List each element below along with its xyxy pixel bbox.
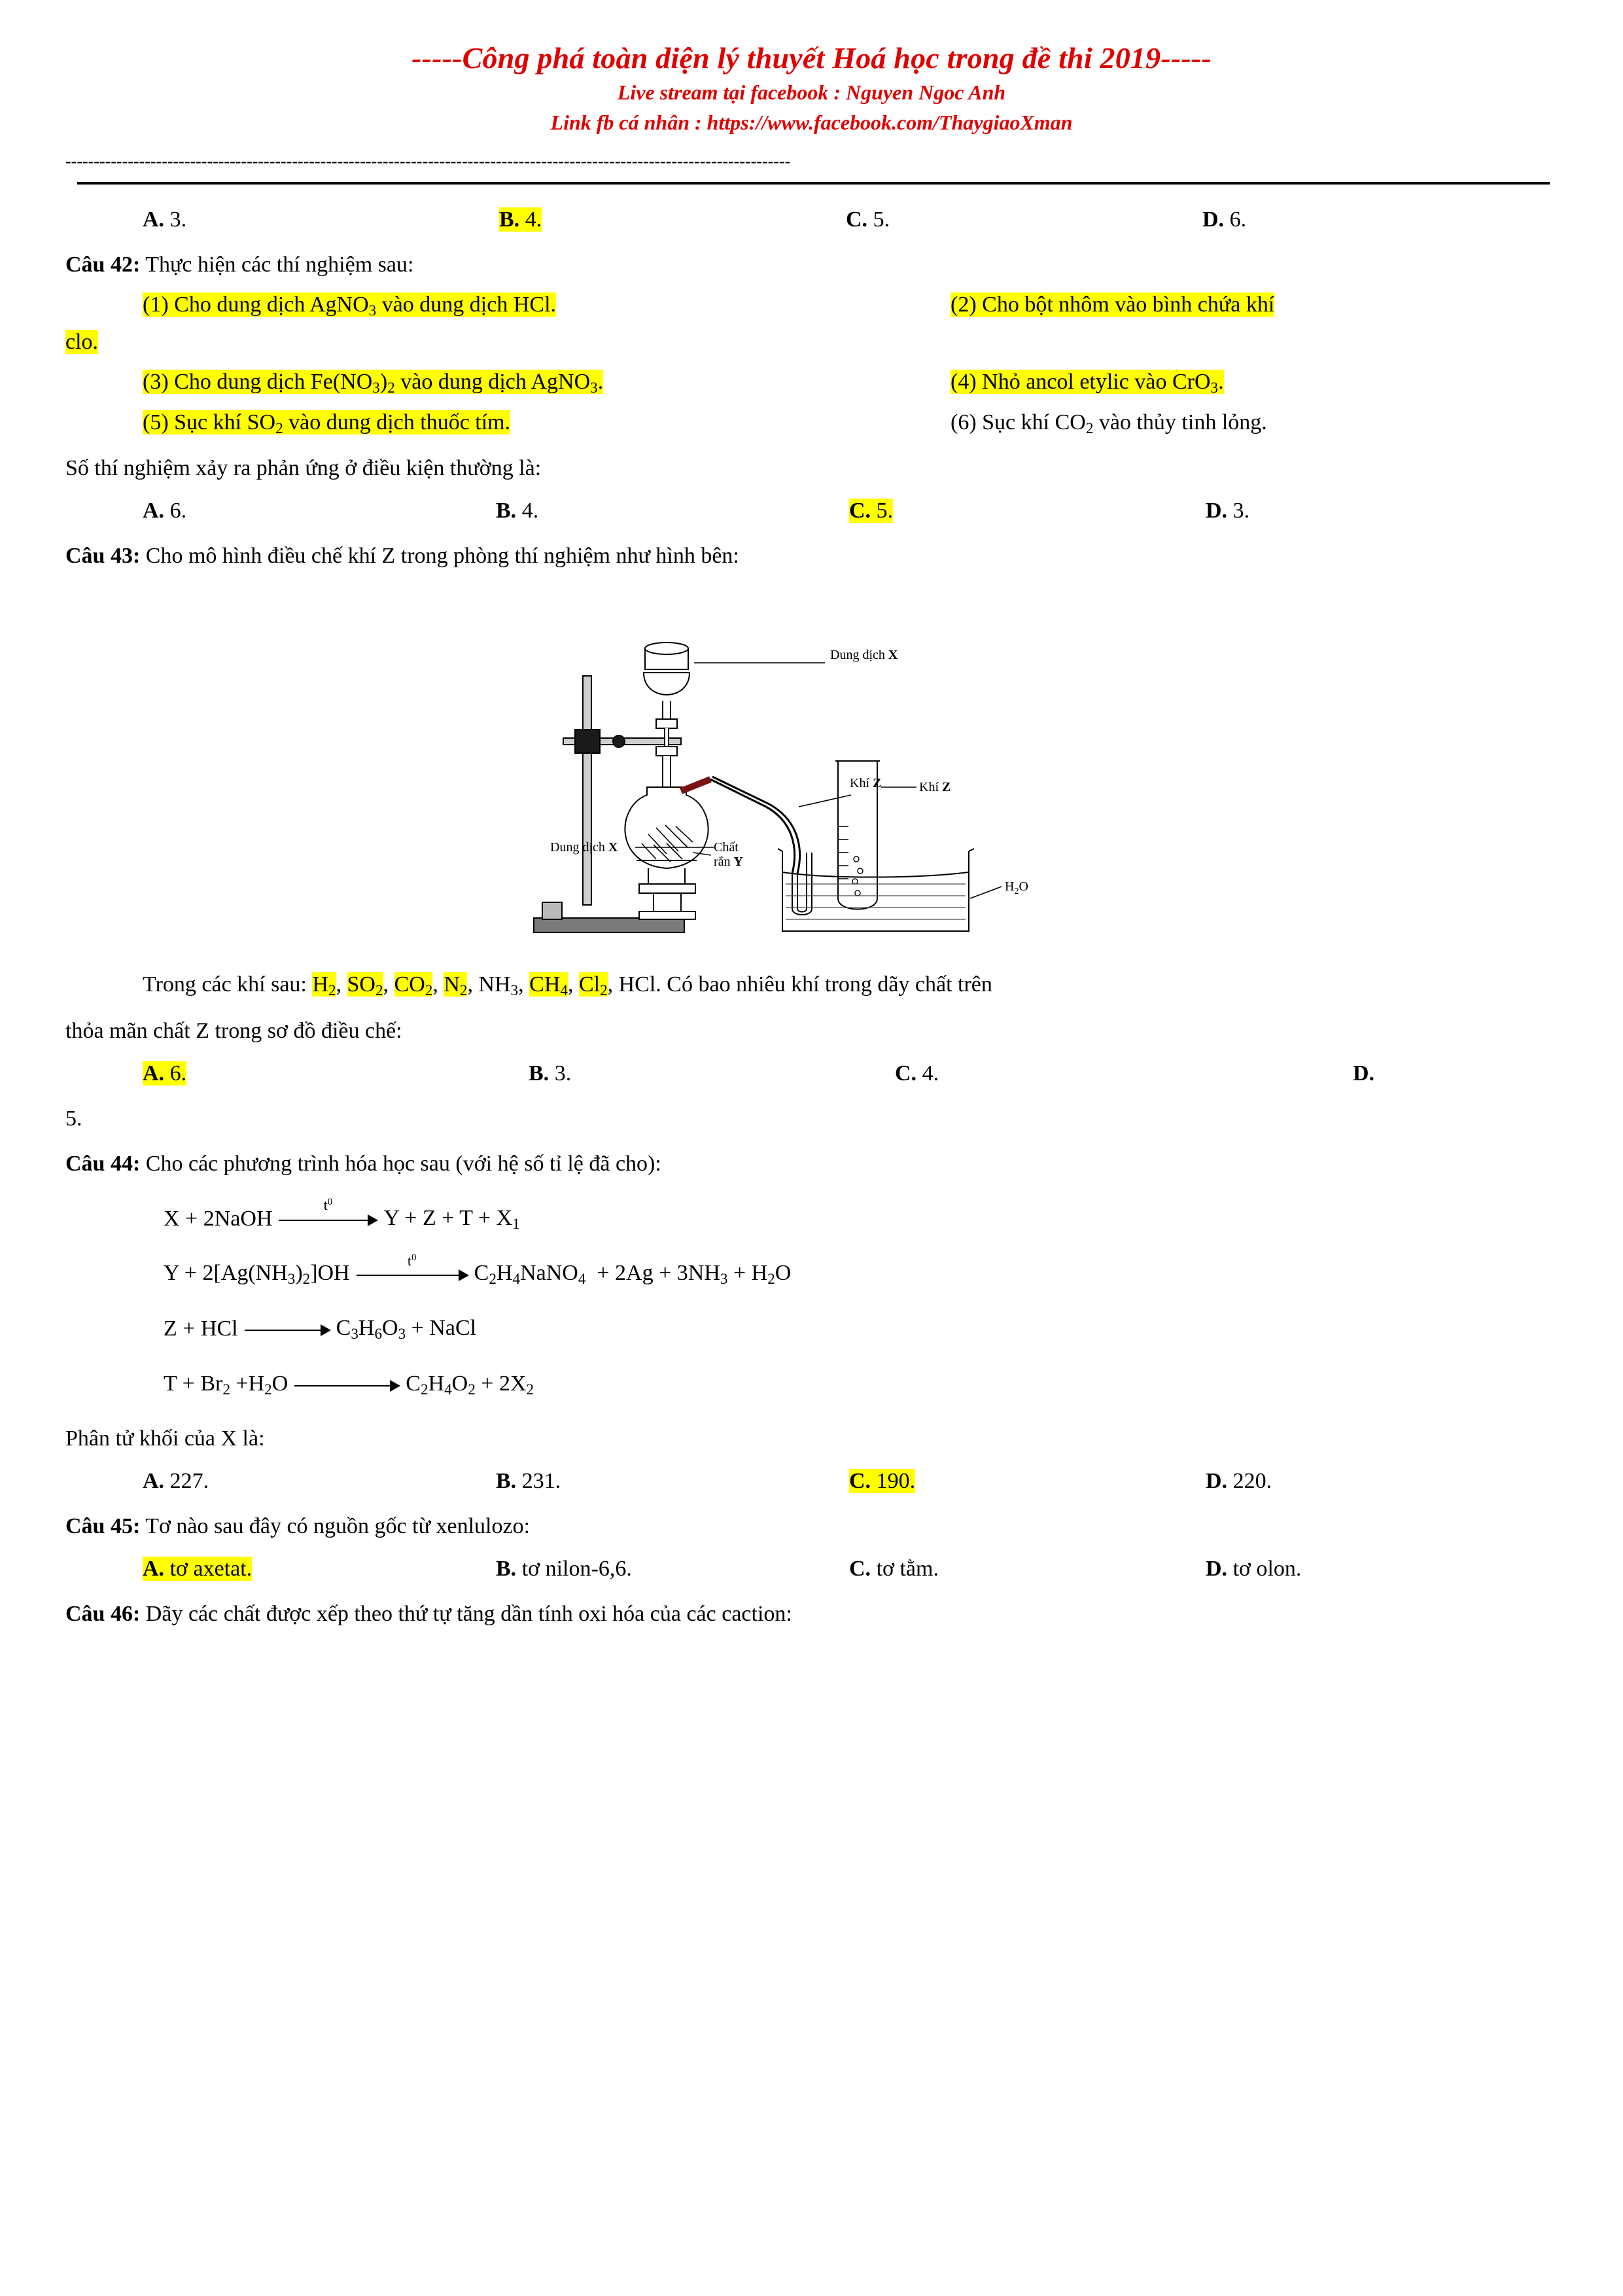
q45-option-c-text: tơ tằm. <box>876 1557 939 1581</box>
q43-option-d-letter: D. <box>1353 1061 1375 1086</box>
q42-stem <box>65 247 1558 283</box>
q43-question-wrap: thỏa mãn chất Z trong sơ đồ điều chế: <box>65 1018 402 1043</box>
q41-options-row <box>65 202 1558 238</box>
q41-option-d-text: 6. <box>1229 207 1247 232</box>
q42-option-a-letter: A. <box>143 499 165 523</box>
header-rule <box>77 182 1550 185</box>
q41-option-d-letter: D. <box>1202 207 1225 232</box>
q45-option-b-text: tơ nilon-6,6. <box>521 1557 632 1581</box>
q42-option-d <box>1206 493 1249 529</box>
q42-item-5: (5) Sục khí $SO_2$ vào dung dịch thuốc tím. <box>143 410 511 437</box>
q45-options-row <box>65 1551 1558 1587</box>
figure-label-khi-z-right: Khí Z <box>918 780 951 795</box>
q43-option-d-text-wrap: 5. <box>65 1106 82 1131</box>
q41-option-b-letter: B. <box>499 207 520 232</box>
q42-item-4: (4) Nhỏ ancol etylic vào CrO$_3$. <box>951 369 1224 397</box>
q44-eq4-right: $C_2H_4O_2 + 2X_2$ <box>406 1371 534 1398</box>
q41-option-c <box>846 202 1202 238</box>
q44-eq4-left: $T + Br_2 +H_2O$ <box>164 1371 288 1398</box>
q44-equation-4 <box>164 1366 1558 1402</box>
q43-option-c-letter: C. <box>895 1061 917 1086</box>
q42-option-a <box>143 493 496 529</box>
q42-options-row <box>65 493 1558 529</box>
figure-label-chat-ran-y-2: rắn Y <box>713 855 743 870</box>
q42-option-b-text: 4. <box>521 499 539 523</box>
header-facebook-link: Link fb cá nhân : https://www.facebook.com/ThaygiaoXman <box>550 110 1073 134</box>
q46-stem <box>65 1596 1558 1632</box>
q45-option-a <box>143 1551 496 1587</box>
q42-question: Số thí nghiệm xảy ra phản ứng ở điều kiện thường là: <box>65 456 542 481</box>
q44-options-row <box>65 1463 1558 1499</box>
q45-option-a-text: tơ axetat. <box>169 1557 253 1581</box>
q42-option-d-text: 3. <box>1232 499 1250 523</box>
q43-option-b-letter: B. <box>529 1061 550 1086</box>
header-livestream-line: Live stream tại facebook : Nguyen Ngoc Anh <box>617 80 1006 104</box>
q42-option-d-letter: D. <box>1206 499 1228 523</box>
q41-option-a <box>143 202 499 238</box>
q43-option-c <box>895 1055 1353 1091</box>
q44-equation-3 <box>164 1310 1558 1347</box>
q43-stem-text: Cho mô hình điều chế khí Z trong phòng thí nghiệm như hình bên: <box>145 544 739 569</box>
q42-label: Câu 42: <box>65 253 141 277</box>
q45-option-c-letter: C. <box>849 1557 871 1581</box>
q42-option-a-text: 6. <box>169 499 187 523</box>
q42-items-row-3 <box>65 404 1558 441</box>
q46-label: Câu 46: <box>65 1602 141 1627</box>
q42-option-c <box>849 493 1206 529</box>
q41-option-d <box>1202 202 1246 238</box>
q44-option-d-letter: D. <box>1206 1468 1228 1493</box>
q45-option-c <box>849 1551 1206 1587</box>
q44-eq3-right: $C_3H_6O_3$ + NaCl <box>336 1316 477 1343</box>
q43-option-d <box>1353 1055 1374 1091</box>
header-dashed-separator: -------------------------------------------------------------------------------------------------------------------------------- <box>65 152 791 171</box>
q45-option-d-letter: D. <box>1206 1557 1228 1581</box>
q43-gas-list: Trong các khí sau: $H_2$, $SO_2$, $CO_2$, $N_2$, $NH_3$, $CH_4$, $Cl_2$, HCl. Có bao nhiêu khí trong dãy chất trên <box>143 972 992 1000</box>
figure-label-h2o: $H_2O$ <box>1004 879 1028 897</box>
q44-stem-text: Cho các phương trình hóa học sau (với hệ số tỉ lệ đã cho): <box>145 1151 661 1176</box>
q41-option-b <box>499 202 846 238</box>
q46-stem-text: Dãy các chất được xếp theo thứ tự tăng dần tính oxi hóa của các caction: <box>145 1602 792 1627</box>
header-title: -----Công phá toàn diện lý thuyết Hoá học trong đề thi 2019----- <box>411 41 1212 75</box>
q44-option-c <box>849 1463 1206 1499</box>
q42-items-row-1 <box>65 287 1558 323</box>
q43-options-row <box>65 1055 1558 1091</box>
q42-item-6: (6) Sục khí $CO_2$ vào thủy tinh lỏng. <box>951 410 1267 437</box>
q44-option-a-text: 227. <box>169 1468 209 1493</box>
q41-option-a-letter: A. <box>143 207 165 232</box>
q42-option-b-letter: B. <box>496 499 517 523</box>
q42-option-b <box>496 493 849 529</box>
q44-eq3-left: Z + HCl <box>164 1316 238 1341</box>
q43-option-a-text: 6. <box>169 1061 187 1086</box>
q44-eq1-left: X + 2NaOH <box>164 1206 273 1231</box>
q43-stem <box>65 538 1558 574</box>
q44-label: Câu 44: <box>65 1151 141 1176</box>
q43-option-a-letter: A. <box>143 1061 165 1086</box>
q44-eq1-right: $Y + Z + T + X_1$ <box>383 1205 520 1233</box>
q45-option-b <box>496 1551 849 1587</box>
q44-equation-2 <box>164 1252 1558 1292</box>
figure-label-khi-z-left: Khí Z <box>849 776 881 791</box>
q45-stem-text: Tơ nào sau đây có nguồn gốc từ xenlulozo: <box>145 1513 531 1538</box>
document-body <box>65 202 1558 1632</box>
reaction-arrow-icon: $t^0$ <box>357 1260 468 1286</box>
q44-option-d-text: 220. <box>1232 1468 1272 1493</box>
q42-option-c-text: 5. <box>876 499 894 523</box>
q43-label: Câu 43: <box>65 544 141 569</box>
q42-option-c-letter: C. <box>849 499 871 523</box>
q45-option-d <box>1206 1551 1301 1587</box>
q42-item-2: (2) Cho bột nhôm vào bình chứa khí <box>951 292 1275 317</box>
lab-apparatus-figure <box>485 591 1139 957</box>
q43-option-a <box>143 1055 529 1091</box>
q41-option-c-letter: C. <box>846 207 868 232</box>
q42-item-2-wrap: clo. <box>65 329 99 354</box>
q45-option-a-letter: A. <box>143 1557 165 1581</box>
q44-option-b-text: 231. <box>521 1468 561 1493</box>
q44-option-a-letter: A. <box>143 1468 165 1493</box>
q44-option-c-text: 190. <box>876 1468 916 1493</box>
q43-option-b <box>529 1055 895 1091</box>
q44-equations <box>65 1197 1558 1402</box>
q42-item-1: (1) Cho dung dịch AgNO$_3$ vào dung dịch HCl. <box>143 292 557 320</box>
q41-option-b-text: 4. <box>525 207 542 232</box>
q45-option-b-letter: B. <box>496 1557 517 1581</box>
q44-eq2-right: $C_2H_4NaNO_4 + 2Ag + 3NH_3 + H_2O$ <box>474 1261 792 1288</box>
q44-option-a <box>143 1463 496 1499</box>
q44-option-d <box>1206 1463 1272 1499</box>
q45-label: Câu 45: <box>65 1513 141 1538</box>
q44-option-c-letter: C. <box>849 1468 871 1493</box>
reaction-arrow-icon: $t^0$ <box>279 1205 377 1231</box>
q45-option-d-text: tơ olon. <box>1232 1557 1302 1581</box>
q42-item-3: (3) Cho dung dịch $Fe(NO_3)_2$ vào dung dịch AgNO$_3$. <box>143 369 604 397</box>
q42-stem-text: Thực hiện các thí nghiệm sau: <box>145 253 414 277</box>
reaction-arrow-icon <box>245 1315 330 1341</box>
q44-equation-1 <box>164 1197 1558 1237</box>
page-header <box>65 39 1558 137</box>
q43-option-c-text: 4. <box>922 1061 939 1086</box>
q45-stem <box>65 1508 1558 1544</box>
q44-stem <box>65 1146 1558 1182</box>
q44-option-b <box>496 1463 849 1499</box>
figure-label-dung-dich-x-top: Dung dịch X <box>829 648 898 663</box>
q41-option-c-text: 5. <box>873 207 890 232</box>
figure-label-chat-ran-y-1: Chất <box>713 840 739 855</box>
figure-label-dung-dich-x-left: Dung dịch X <box>550 840 618 855</box>
q42-items-row-2 <box>65 364 1558 400</box>
q43-option-b-text: 3. <box>554 1061 572 1086</box>
reaction-arrow-icon <box>294 1371 399 1397</box>
q44-question: Phân tử khối của X là: <box>65 1426 265 1451</box>
q41-option-a-text: 3. <box>169 207 187 232</box>
q44-option-b-letter: B. <box>496 1468 517 1493</box>
q44-eq2-left: $Y + 2[Ag(NH_3)_2]OH$ <box>164 1261 350 1288</box>
